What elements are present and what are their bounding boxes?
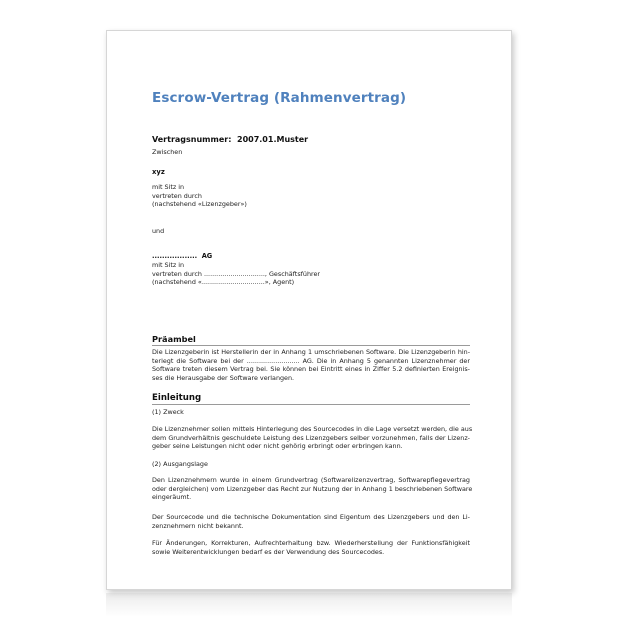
text-line: dem Grundverhältnis geschuldete Leistung des Lizenzgebers selber vorzunehmen, falls der Lizenz- [152,433,470,442]
party2-line: (nachstehend «...............................», Agent) [152,278,295,287]
sourcecode-paragraph [152,513,470,530]
text-line: Die Lizenzgeberin ist Herstellerin der in Anhang 1 umschriebenen Software. Die Lizenzgeberin hin- [152,348,470,356]
text-line: Die Lizenznehmer sollen mittels Hinterlegung des Sourcecodes in die Lage versetzt werden, die aus [152,425,473,433]
text-line: zenznehmern nicht bekannt. [152,521,244,530]
text-line: terlegt die Software bei der .......................... AG. Die in Anhang 5 genannten Lizenznehmer der [152,356,470,365]
text-line: Den Lizenznehmern wurde in einem Grundvertrag (Softwarelizenzvertrag, Softwarepflegevertrag [152,476,470,484]
and-text: und [152,227,165,235]
between-text: Zwischen [152,148,183,156]
party2-name-dots: .................. [152,252,198,260]
page-reflection [106,593,512,617]
aenderungen-paragraph [152,539,470,556]
text-line: Der Sourcecode und die technische Dokumentation sind Eigentum des Lizenzgebers und den Li- [152,513,470,521]
ausgangslage-paragraph [152,476,473,502]
einleitung-rule [152,404,470,405]
einleitung-heading: Einleitung [152,393,202,403]
party2-line: vertreten durch .............................., Geschäftsführer [152,269,321,278]
party2-line: mit Sitz in [152,261,185,269]
text-line: geber seine Leistungen nicht oder nicht gehörig erbringt oder erbringen kann. [152,442,403,451]
party1-name: xyz [152,168,165,176]
text-line: eingeräumt. [152,493,192,502]
praeambel-rule [152,345,470,346]
zweck-paragraph [152,425,473,451]
party1-line: mit Sitz in [152,183,185,191]
party1-line: vertreten durch [152,191,202,200]
contract-number-label: Vertragsnummer: [152,135,232,144]
party2-name-suffix: AG [201,252,213,260]
ausgangslage-label: (2) Ausgangslage [152,460,208,468]
document-title: Escrow-Vertrag (Rahmenvertrag) [152,90,407,106]
document-page [106,30,512,590]
contract-number [152,135,308,144]
contract-number-value: 2007.01.Muster [237,135,309,144]
party2-name [152,252,212,260]
praeambel-paragraph [152,348,470,382]
text-line: sowie Weiterentwicklungen bedarf es der Verwendung des Sourcecodes. [152,547,385,556]
party1-line: (nachstehend «Lizenzgeber») [152,200,247,209]
text-line: Software treten diesem Vertrag bei. Sie können bei Eintritt eines in Ziffer 5.2 definierten Ereignis- [152,365,470,374]
text-line: Für Änderungen, Korrekturen, Aufrechterhaltung bzw. Wiederherstellung der Funktionsfähigkeit [152,539,470,547]
zweck-label: (1) Zweck [152,408,184,416]
text-line: ses die Herausgabe der Software verlangen. [152,373,295,382]
praeambel-heading: Präambel [152,334,196,344]
text-line: oder dergleichen) vom Lizenzgeber das Recht zur Nutzung der in Anhang 1 beschriebenen Software [152,484,473,493]
